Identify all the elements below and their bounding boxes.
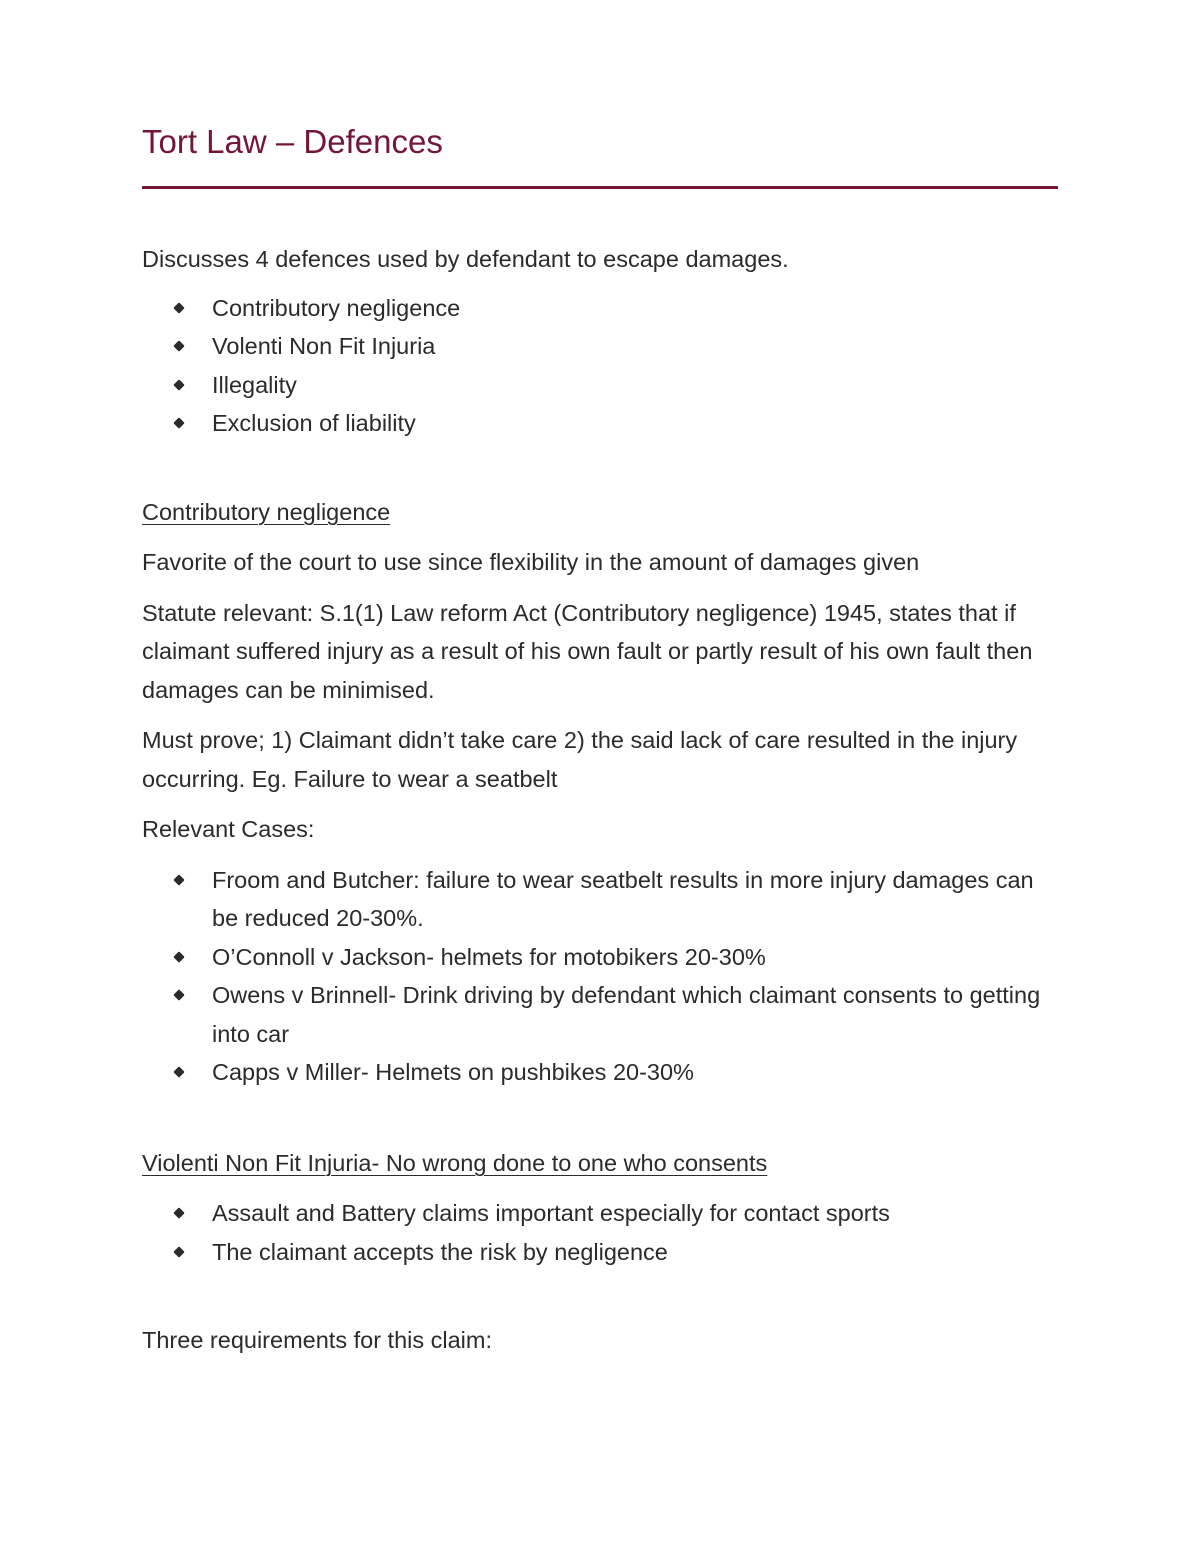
bullet-icon — [173, 874, 184, 885]
cases-label: Relevant Cases: — [142, 816, 315, 842]
list-item-text: Froom and Butcher: failure to wear seatbelt results in more injury damages can be reduced 20-30%. — [212, 866, 1034, 931]
bullet-icon — [173, 1207, 184, 1218]
list-item — [142, 1194, 1058, 1233]
requirements-label: Three requirements for this claim: — [142, 1327, 493, 1353]
bullet-icon — [173, 302, 184, 313]
list-item-text: Assault and Battery claims important especially for contact sports — [212, 1200, 890, 1226]
title-divider — [142, 186, 1058, 189]
bullet-icon — [173, 989, 184, 1000]
list-item — [142, 366, 1058, 405]
list-item — [142, 404, 1058, 443]
volenti-list — [142, 1194, 1058, 1271]
list-item-text: Owens v Brinnell- Drink driving by defendant which claimant consents to getting into car — [212, 982, 1041, 1047]
page-title: Tort Law – Defences — [142, 123, 443, 160]
defences-list — [142, 289, 1058, 443]
list-item-text: Volenti Non Fit Injuria — [212, 333, 436, 359]
bullet-icon — [173, 417, 184, 428]
section-heading-contributory: Contributory negligence — [142, 498, 391, 525]
list-item — [142, 327, 1058, 366]
contributory-paragraph-3: Must prove; 1) Claimant didn’t take care 2) the said lack of care resulted in the injury occurring. Eg. Failure to wear a seatbelt — [142, 727, 1018, 792]
list-item-text: Capps v Miller- Helmets on pushbikes 20-30% — [212, 1059, 694, 1085]
list-item-text: O’Connoll v Jackson- helmets for motobikers 20-30% — [212, 943, 766, 970]
list-item — [142, 1233, 1058, 1272]
contributory-paragraph-1: Favorite of the court to use since flexibility in the amount of damages given — [142, 549, 920, 575]
contributory-paragraph-2: Statute relevant: S.1(1) Law reform Act (Contributory negligence) 1945, states that if claimant suffered injury as a result of his own fault or partly result of his own fault then damages can be minimised. — [142, 599, 1033, 703]
list-item-text: The claimant accepts the risk by negligence — [212, 1238, 668, 1265]
bullet-icon — [173, 340, 184, 351]
list-item-text: Illegality — [212, 371, 297, 398]
section-heading-volenti: Violenti Non Fit Injuria- No wrong done to one who consents — [142, 1149, 768, 1176]
intro-paragraph: Discusses 4 defences used by defendant to escape damages. — [142, 246, 789, 272]
list-item-text: Exclusion of liability — [212, 410, 416, 436]
list-item — [142, 976, 1058, 1053]
list-item — [142, 1053, 1058, 1092]
bullet-icon — [173, 951, 184, 962]
list-item-text: Contributory negligence — [212, 294, 461, 321]
list-item — [142, 938, 1058, 977]
bullet-icon — [173, 1246, 184, 1257]
list-item — [142, 289, 1058, 328]
bullet-icon — [173, 1066, 184, 1077]
cases-list — [142, 861, 1058, 1092]
bullet-icon — [173, 379, 184, 390]
list-item — [142, 861, 1058, 938]
document-body — [142, 240, 1058, 1372]
